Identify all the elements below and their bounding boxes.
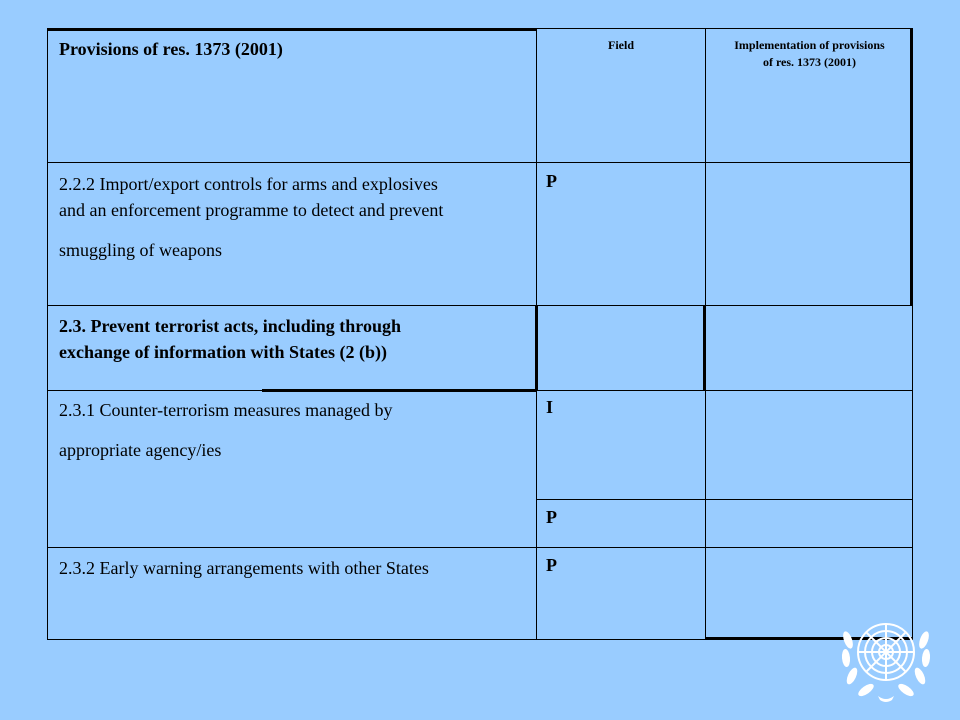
row-heading-line: exchange of information with States (2 (b)) [59, 342, 387, 362]
implementation-header [706, 37, 913, 71]
row-divider [47, 547, 913, 548]
row-divider [47, 162, 913, 163]
un-emblem-icon [838, 610, 934, 706]
row-divider [47, 390, 262, 391]
field-value: I [546, 397, 554, 417]
field-header: Field [608, 38, 634, 52]
table-border [47, 639, 706, 640]
row-divider [536, 499, 913, 500]
table-border [47, 28, 48, 640]
row-text-line: appropriate agency/ies [59, 440, 222, 460]
column-divider [535, 306, 538, 390]
row-divider [536, 390, 913, 391]
row-divider [262, 389, 536, 392]
table-border [536, 28, 913, 29]
row-text-line: 2.2.2 Import/export controls for arms and explosives [59, 174, 438, 194]
implementation-header-line2: of res. 1373 (2001) [762, 55, 857, 69]
column-divider [703, 306, 706, 390]
provisions-header: Provisions of res. 1373 (2001) [59, 39, 283, 59]
table-border [910, 28, 913, 306]
row-text-line: 2.3.1 Counter-terrorism measures managed by [59, 400, 393, 420]
row-divider [47, 305, 913, 306]
field-value: P [546, 555, 557, 575]
row-text-line: 2.3.2 Early warning arrangements with other States [59, 558, 429, 578]
row-heading-line: 2.3. Prevent terrorist acts, including through [59, 316, 401, 336]
field-value: P [546, 171, 557, 191]
table-border [47, 28, 536, 31]
table-border [912, 306, 913, 640]
field-value: P [546, 507, 557, 527]
implementation-header-line1: Implementation of provisions [734, 38, 885, 52]
provisions-table [47, 28, 913, 640]
row-text-line: and an enforcement programme to detect and prevent [59, 200, 444, 220]
row-text-line: smuggling of weapons [59, 240, 222, 260]
